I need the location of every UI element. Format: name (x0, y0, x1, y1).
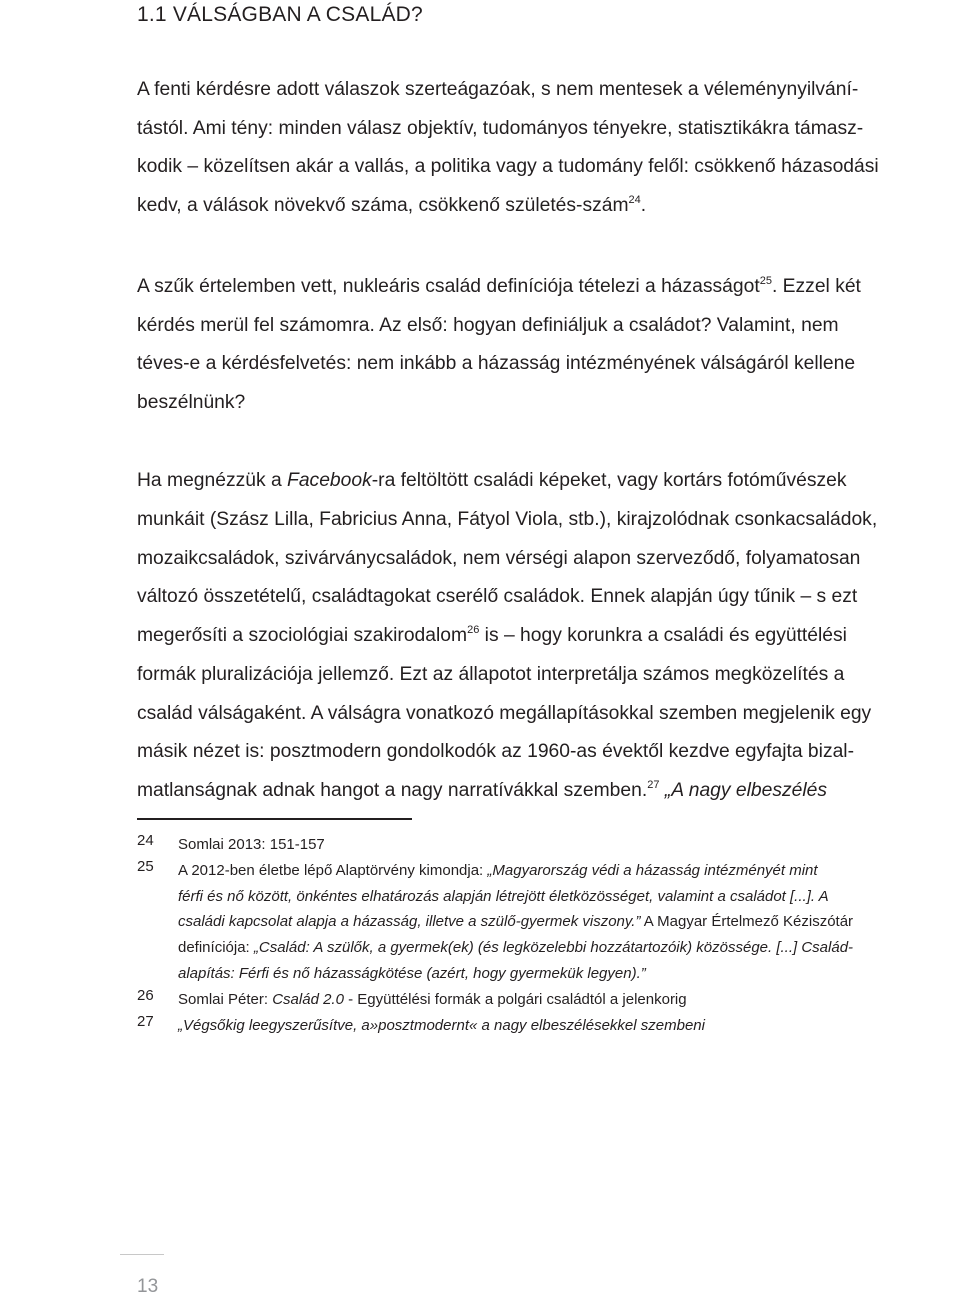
footnote-text: A 2012-ben életbe lépő Alaptörvény kimondja: (178, 861, 488, 879)
footnote-ref-25[interactable]: 25 (759, 275, 772, 287)
line-text: megerősíti a szociológiai szakirodalom (137, 625, 468, 646)
footnote-ref-27[interactable]: 27 (647, 779, 660, 791)
footnote-line (178, 935, 957, 961)
paragraph-1 (137, 71, 937, 226)
footnote-text: - Együttélési formák a polgári családtól a jelenkorig (343, 990, 687, 1008)
paragraph-line (137, 617, 937, 656)
line-text: kedv, a válások növekvő száma, csökkenő születés-szám (137, 195, 629, 217)
footnote-ref-24[interactable]: 24 (628, 194, 641, 207)
line-text: -ra feltöltött családi képeket, vagy kortárs fotóművészek (371, 470, 847, 491)
paragraph-line: téves-e a kérdésfelvetés: nem inkább a házasság intézményének válságáról kellene (137, 353, 856, 375)
footnote-quote: családi kapcsolat alapja a házasság, illetve a szülő-gyermek viszony.” (178, 913, 641, 931)
footnote-number: 25 (137, 857, 154, 875)
footnote-text: definíciója: (178, 939, 254, 957)
footnote-number: 24 (137, 832, 154, 849)
footnote-number: 27 (137, 1012, 154, 1030)
paragraph-line: munkáit (Szász Lilla, Fabricius Anna, Fátyol Viola, stb.), kirajzolódnak csonkacsaládok, (137, 508, 878, 530)
paragraph-line (137, 187, 937, 226)
footnote-text: A Magyar Értelmező Kéziszótár (640, 913, 854, 931)
italic-term: Facebook (287, 470, 372, 491)
footnote-line (178, 1013, 957, 1039)
line-tail: . Ezzel két (771, 276, 861, 297)
footnote-line (178, 858, 957, 884)
footnote-line (178, 987, 957, 1013)
footnote-27 (137, 1013, 957, 1039)
paragraph-line: változó összetételű, családtagokat cserélő családok. Ennek alapján úgy tűnik – s ezt (137, 586, 858, 608)
footnote-number: 26 (137, 986, 154, 1004)
paragraph-3 (137, 462, 937, 811)
paragraph-line: család válságaként. A válságra vonatkozó megállapításokkal szemben megjelenik egy (137, 702, 872, 724)
paragraph-line: beszélnünk? (137, 392, 246, 414)
footnote-body (178, 858, 957, 987)
line-text: is – hogy korunkra a családi és együttélési (479, 625, 847, 646)
footnote-line (178, 961, 957, 987)
footnote-quote: alapítás: Férfi és nő házasságkötése (azért, hogy gyermekük legyen).” (178, 964, 646, 982)
paragraph-line: tástól. Ami tény: minden válasz objektív, tudományos tényekre, statisztikákra támasz- (137, 117, 864, 139)
footnote-quote: „Végsőkig leegyszerűsítve, a»posztmodernt« a nagy elbeszélésekkel szembeni (178, 1016, 705, 1034)
footnote-body (178, 987, 957, 1013)
section-heading: 1.1 VÁLSÁGBAN A CSALÁD? (137, 3, 423, 26)
footnote-body (178, 1013, 957, 1039)
footnote-text: Somlai Péter: (178, 990, 273, 1008)
footnote-25 (137, 858, 957, 987)
footnote-separator (137, 818, 412, 820)
footnote-line: Somlai 2013: 151-157 (178, 836, 325, 853)
paragraph-line (137, 462, 937, 501)
paragraph-line: kérdés merül fel számomra. Az első: hogyan definiáljuk a családot? Valamint, nem (137, 314, 839, 336)
line-text: matlanságnak adnak hangot a nagy narratívákkal szemben. (137, 780, 648, 801)
footnote-line (178, 909, 957, 935)
paragraph-2 (137, 268, 937, 423)
footnote-quote: „Magyarország védi a házasság intézményét mint (487, 861, 818, 879)
footnote-26 (137, 987, 957, 1013)
line-tail: . (640, 195, 647, 217)
italic-quote: „A nagy elbeszélés (659, 780, 828, 801)
footnote-quote: „Család: A szülők, a gyermek(ek) (és legközelebbi hozzátartozóik) közössége. [...] Család- (253, 939, 854, 957)
line-text: Ha megnézzük a (137, 470, 288, 491)
footnote-line (178, 884, 957, 910)
footnote-body (178, 832, 957, 858)
paragraph-line (137, 772, 937, 811)
page-number: 13 (137, 1276, 159, 1297)
paragraph-line: másik nézet is: posztmodern gondolkodók az 1960-as évektől kezdve egyfajta bizal- (137, 741, 855, 763)
footnote-24 (137, 832, 957, 858)
footnote-ref-26[interactable]: 26 (467, 624, 480, 636)
paragraph-line: kodik – közelítsen akár a vallás, a politika vagy a tudomány felől: csökkenő házasodási (137, 156, 879, 178)
footnotes (137, 832, 957, 1038)
paragraph-line: mozaikcsaládok, szivárványcsaládok, nem vérségi alapon szerveződő, folyamatosan (137, 547, 861, 569)
line-text: A szűk értelemben vett, nukleáris család definíciója tételezi a házasságot (137, 276, 760, 297)
footer-divider (120, 1254, 164, 1255)
paragraph-line: formák pluralizációja jellemző. Ezt az állapotot interpretálja számos megközelítés a (137, 663, 845, 685)
paragraph-line (137, 268, 937, 307)
footnote-title: Család 2.0 (272, 990, 344, 1008)
footnote-quote: férfi és nő között, önkéntes elhatározás alapján létrejött életközösséget, valamint a családot [...]. A (178, 887, 829, 905)
paragraph-line: A fenti kérdésre adott válaszok szerteágazóak, s nem mentesek a véleménynyilvání- (137, 79, 859, 100)
